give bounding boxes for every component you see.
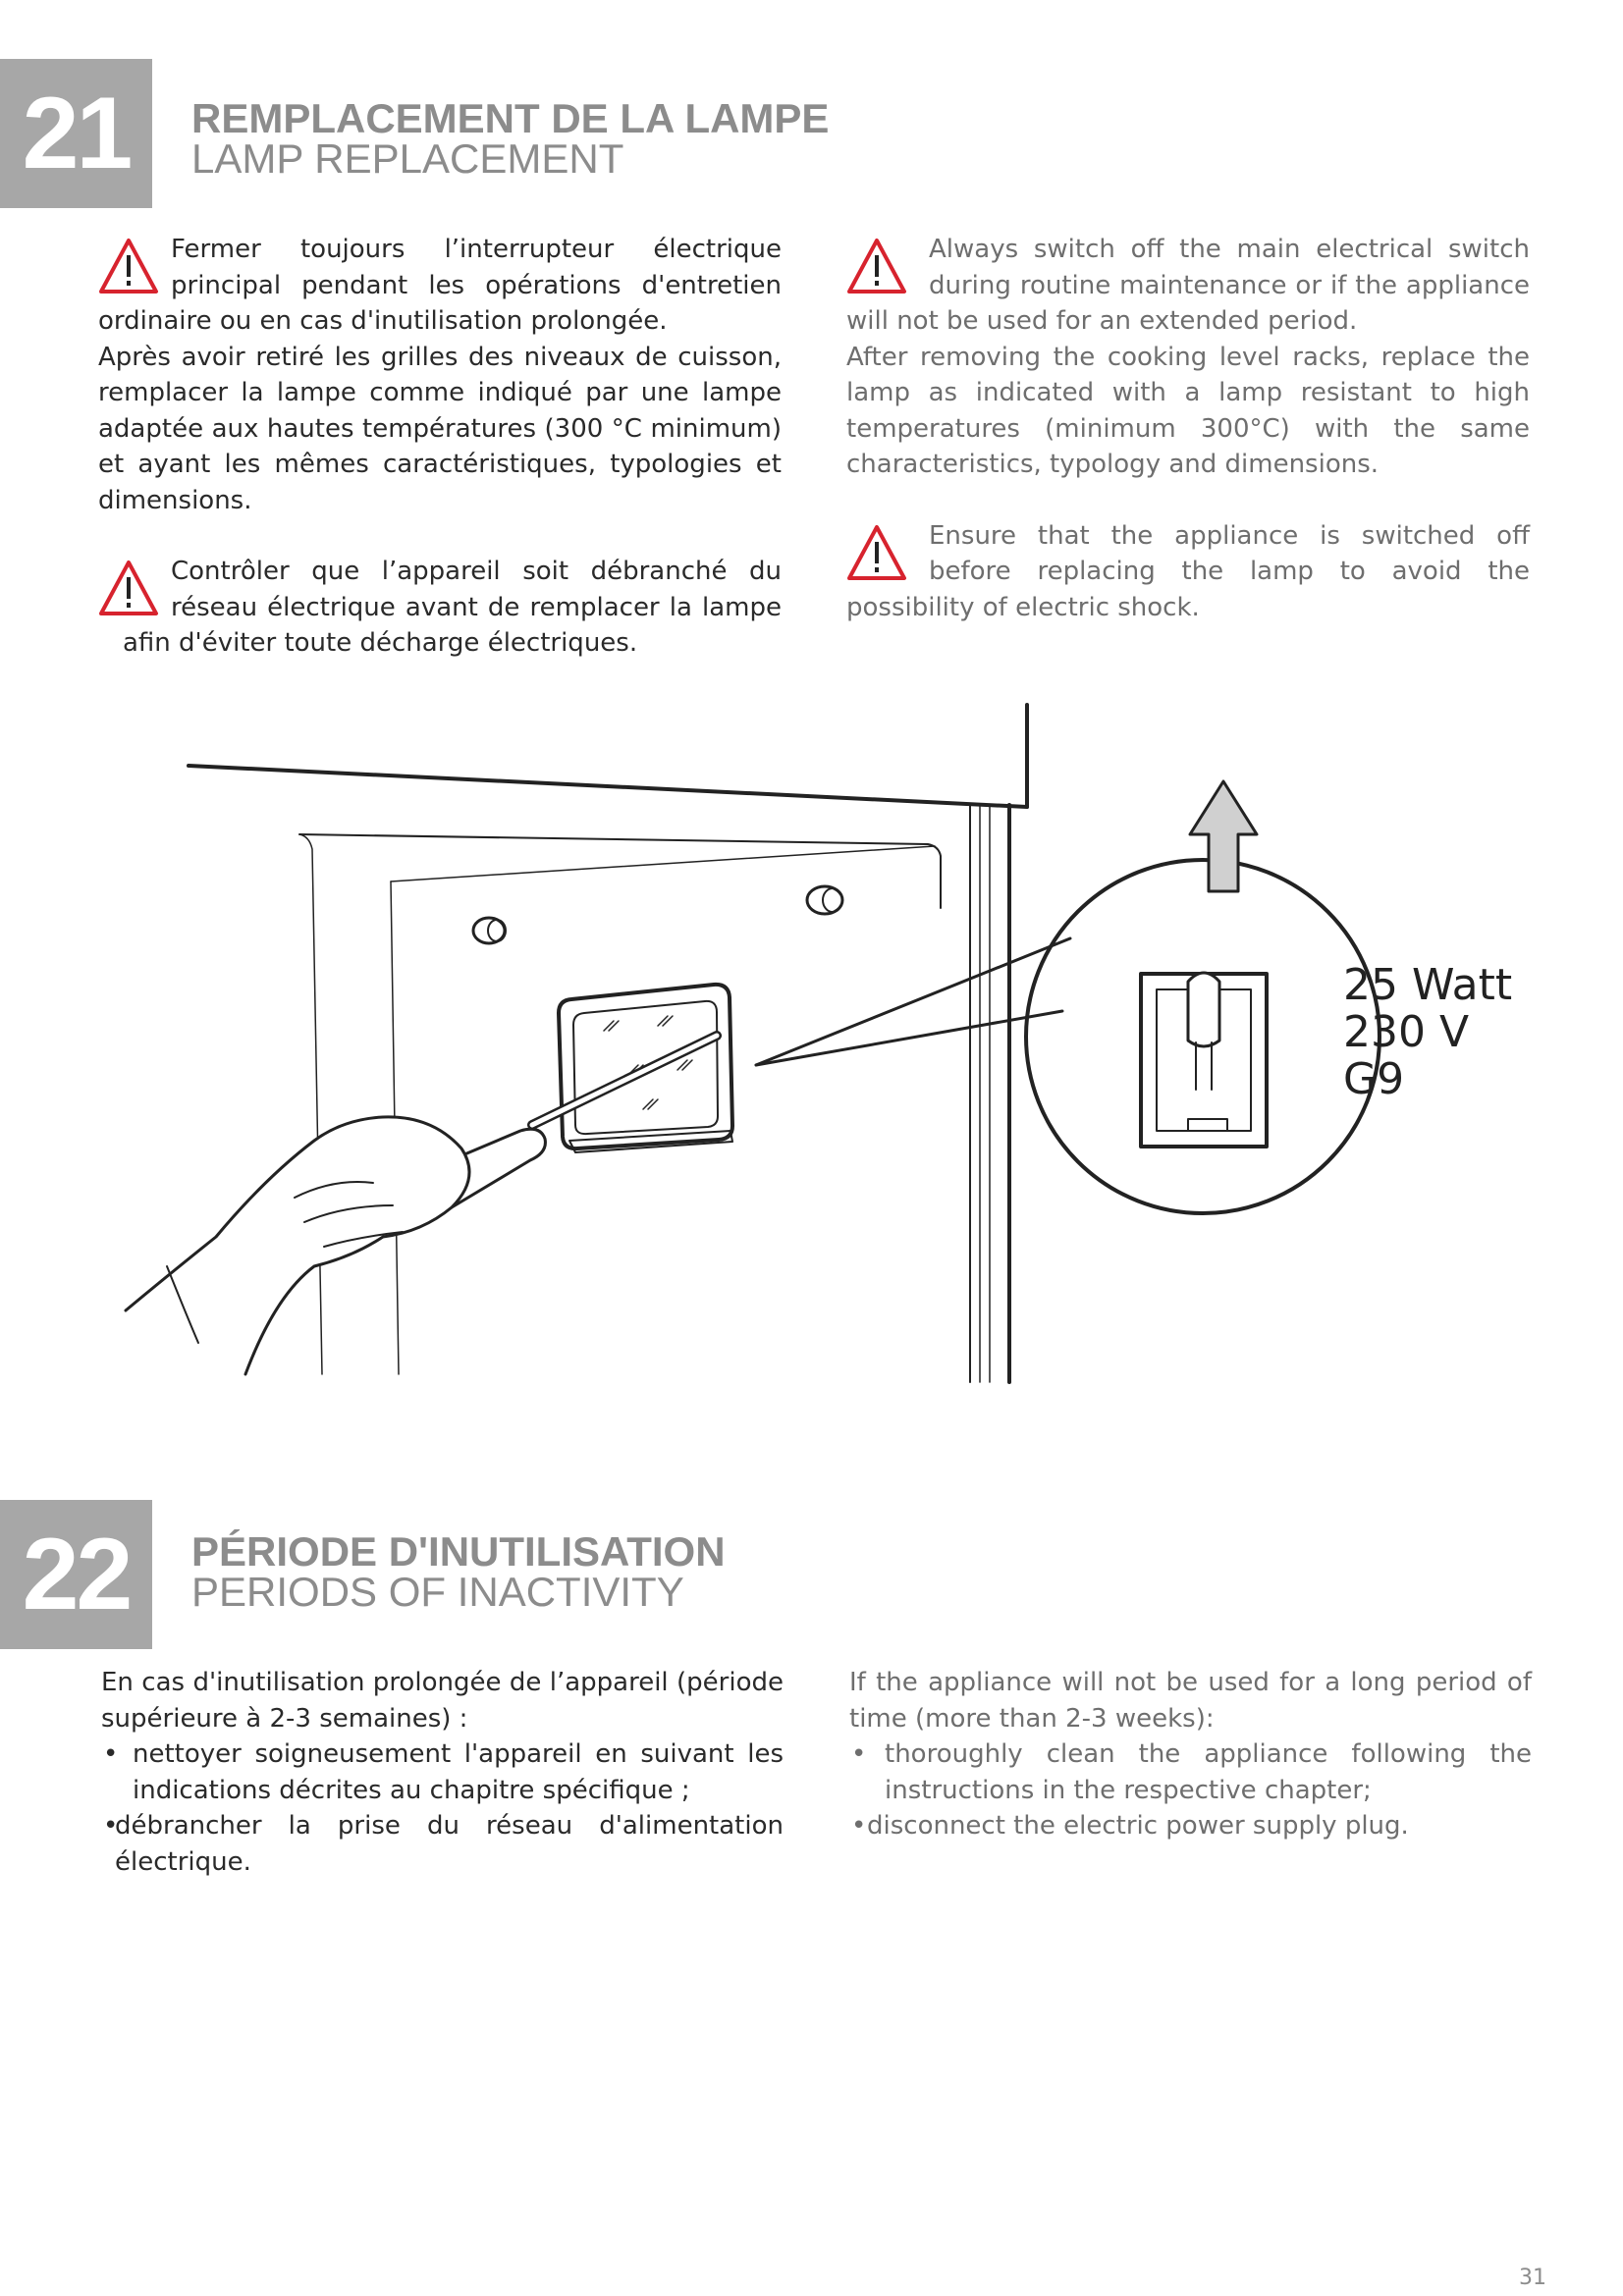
warning-icon [98,238,159,294]
lamp-spec-watt: 25 Watt [1343,960,1513,1010]
warning-icon [846,524,907,581]
lamp-spec-type: G9 [1343,1054,1405,1104]
page-number: 31 [1519,2266,1546,2290]
column-fr-21 [98,232,782,662]
intro-text: If the appliance will not be used for a long period of time (more than 2-3 weeks): [849,1668,1532,1734]
warning-block [98,232,782,340]
paragraph: Après avoir retiré les grilles des niveaux de cuisson, remplacer la lampe comme indiqué par une lampe adaptée aux hautes températures (300 °C minimum) et ayant les mêmes caractéristiques, typologies et dimensions. [98,342,782,515]
bullet-list [101,1736,784,1880]
section-number-22: 22 [0,1500,152,1649]
section-title-en: PERIODS OF INACTIVITY [191,1569,684,1615]
warning-block [98,554,782,662]
warning-icon [846,238,907,294]
list-item: • nettoyer soigneusement l'appareil en suivant les indications décrites au chapitre spécifique ; [103,1739,784,1805]
lamp-replacement-illustration [108,687,1532,1443]
paragraph: After removing the cooking level racks, replace the lamp as indicated with a lamp resistant to high temperatures (minimum 300°C) with the same characteristics, typology and dimensions. [846,342,1530,479]
warning-block [846,232,1530,340]
warning-text: Contrôler que l’appareil soit débranché du réseau électrique avant de remplacer la lampe afin d'éviter toute décharge électriques. [123,557,782,658]
column-fr-22 [101,1665,784,1880]
list-item: • thoroughly clean the appliance following the instructions in the respective chapter; [851,1739,1532,1805]
warning-icon [98,560,159,616]
column-en-21 [846,232,1530,625]
section-title-fr: REMPLACEMENT DE LA LAMPE [191,95,830,141]
lamp-spec-volt: 230 V [1343,1007,1470,1057]
section-title-en: LAMP REPLACEMENT [191,135,624,182]
warning-text: Fermer toujours l’interrupteur électrique principal pendant les opérations d'entretien ordinaire ou en cas d'inutilisation prolongée. [98,235,782,336]
bullet-list [849,1736,1532,1844]
warning-text: Ensure that the appliance is switched off before replacing the lamp to avoid the possibility of electric shock. [846,520,1530,622]
warning-text: Always switch off the main electrical switch during routine maintenance or if the appliance will not be used for an extended period. [846,235,1530,336]
intro-text: En cas d'inutilisation prolongée de l’appareil (période supérieure à 2-3 semaines) : [101,1668,784,1734]
list-item: • débrancher la prise du réseau d'alimentation électrique. [103,1811,784,1877]
section-title-fr: PÉRIODE D'INUTILISATION [191,1528,726,1575]
column-en-22 [849,1665,1532,1844]
section-number-21: 21 [0,59,152,208]
list-item: • disconnect the electric power supply plug. [851,1811,1409,1841]
warning-block [846,518,1530,626]
